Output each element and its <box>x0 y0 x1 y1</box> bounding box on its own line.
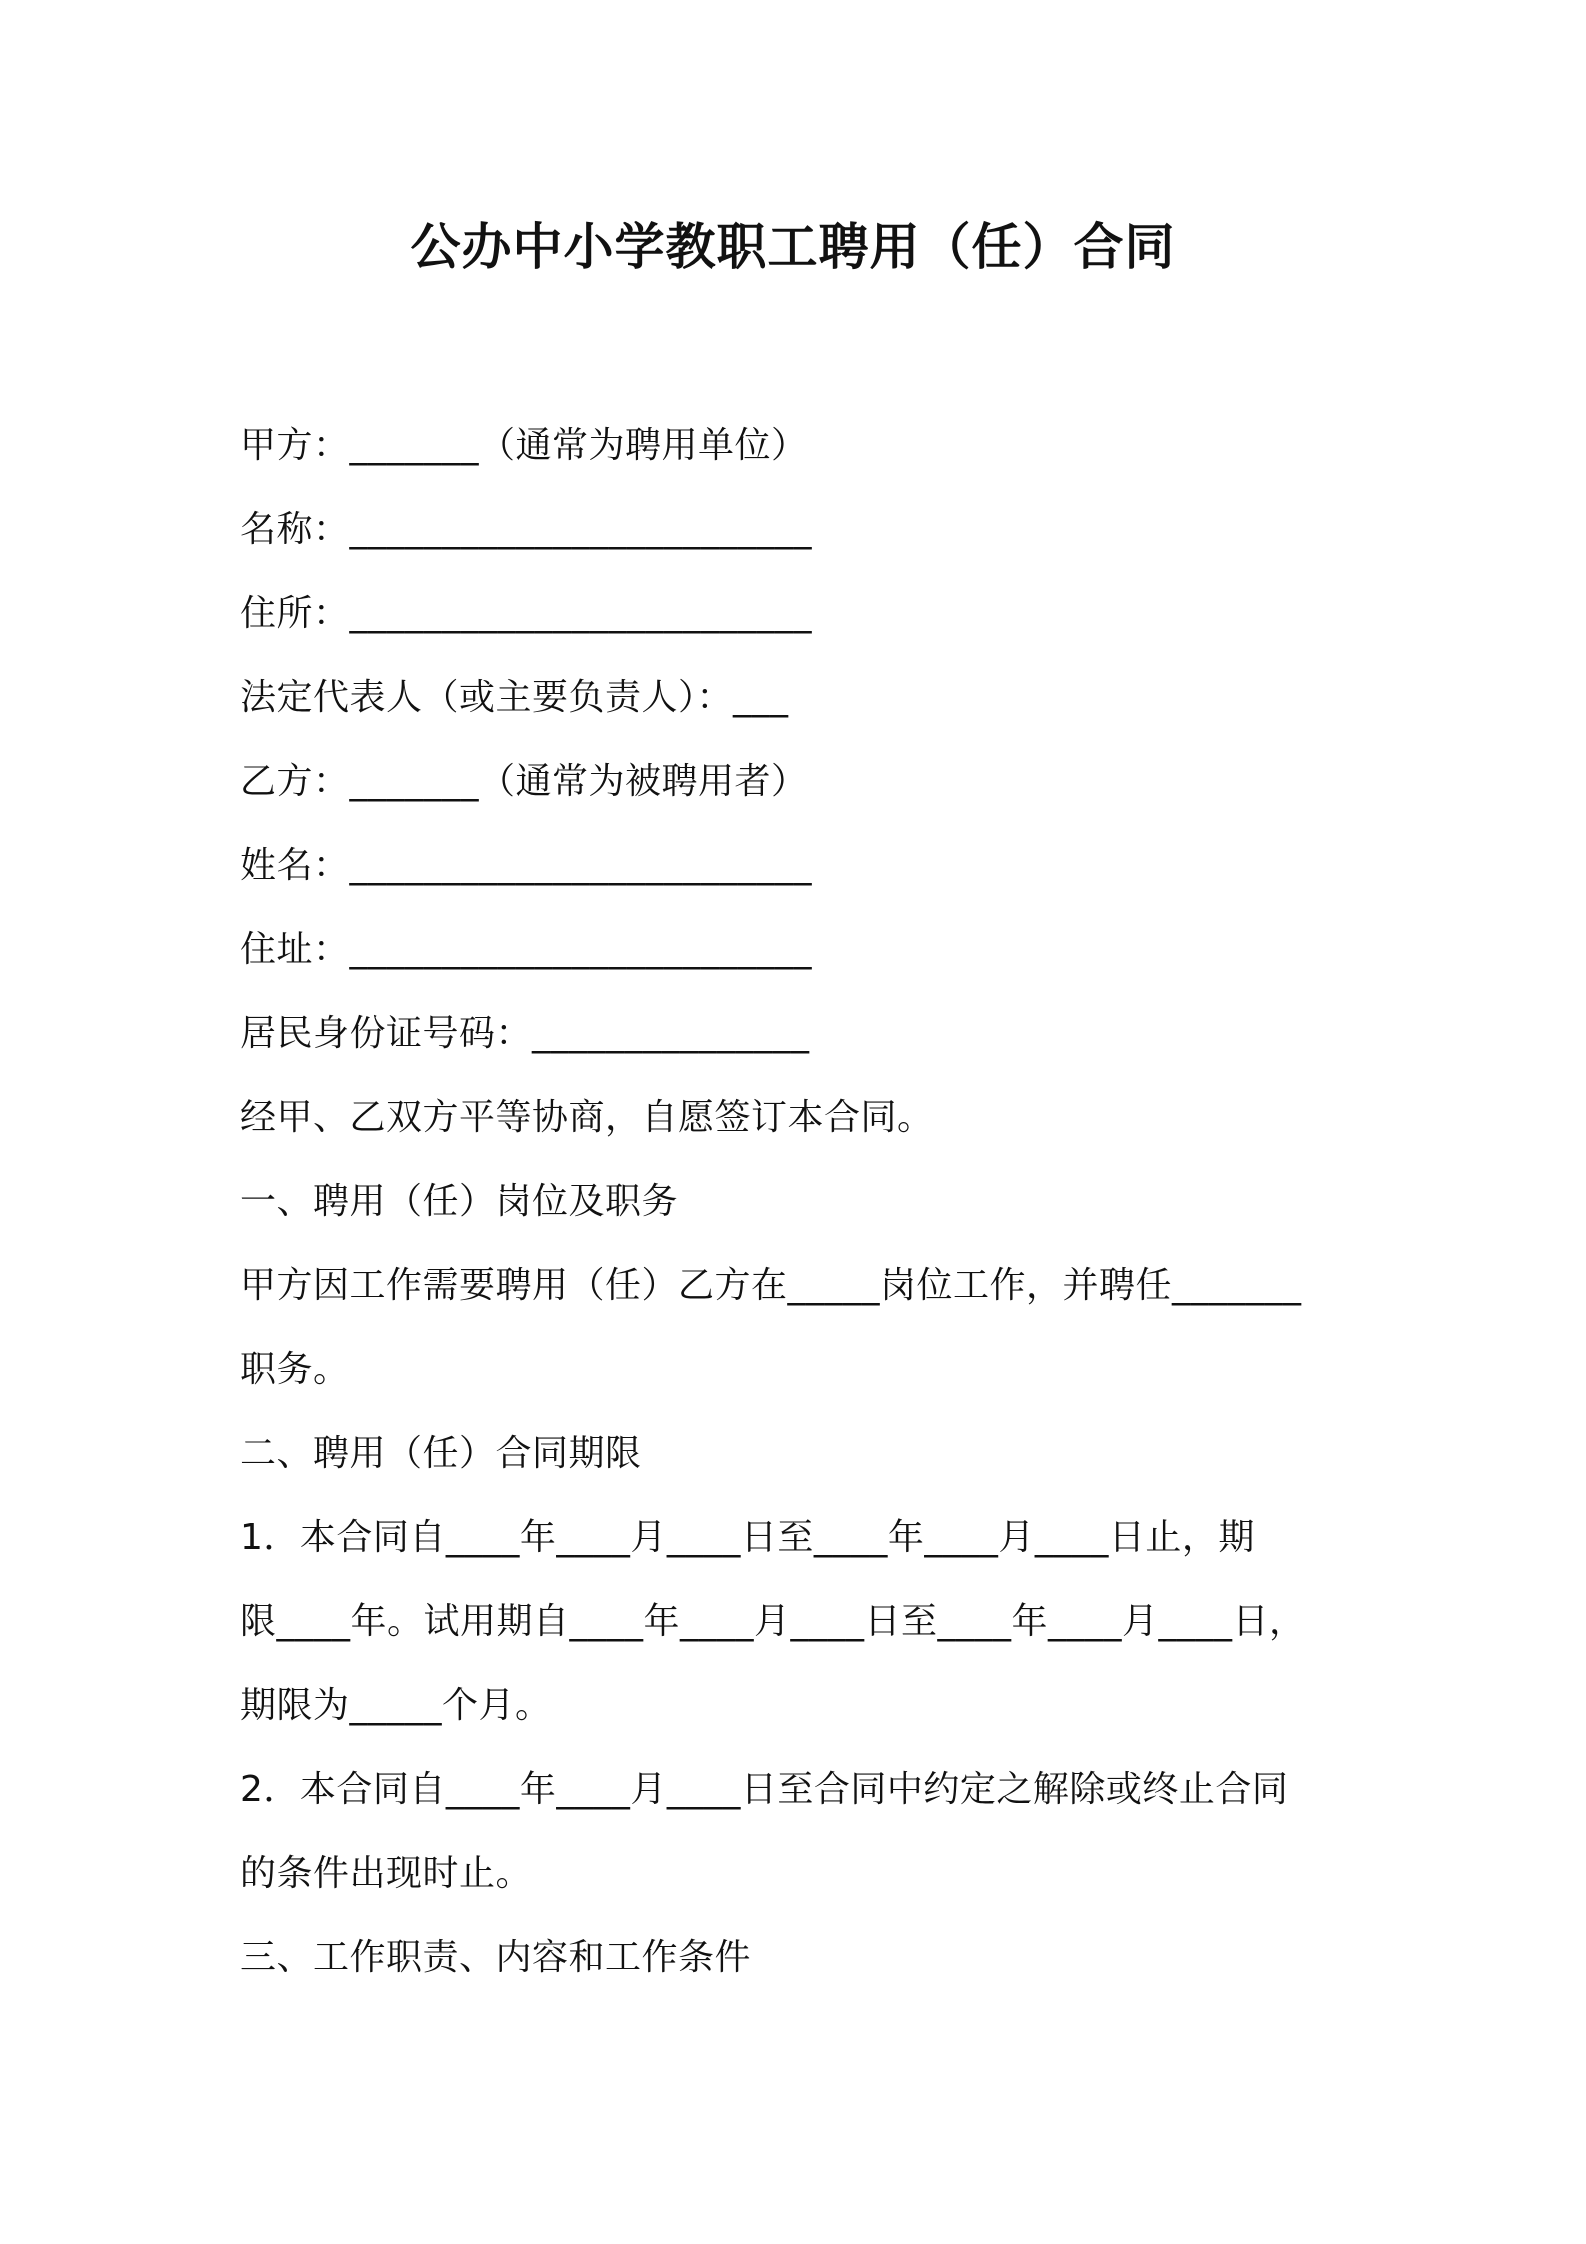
section-heading-2: 二、聘用（任）合同期限 <box>240 1433 642 1474</box>
agreement-statement: 经甲、乙双方平等协商，自愿签订本合同。 <box>240 1097 934 1138</box>
paragraph-line: 甲方因工作需要聘用（任）乙方在_____岗位工作，并聘任_______ <box>240 1265 1302 1306</box>
section-heading-3: 三、工作职责、内容和工作条件 <box>240 1937 752 1978</box>
party-a-address-line: 住所：_________________________ <box>240 593 813 634</box>
paragraph-line: 职务。 <box>240 1349 350 1390</box>
section-heading-1: 一、聘用（任）岗位及职务 <box>240 1181 679 1222</box>
paragraph-line: 的条件出现时止。 <box>240 1853 533 1894</box>
paragraph-line: 限____年。试用期自____年____月____日至____年____月____日， <box>240 1601 1306 1642</box>
party-a-line: 甲方：_______（通常为聘用单位） <box>240 425 808 466</box>
paragraph-line: 期限为_____个月。 <box>240 1685 552 1726</box>
legal-representative-line: 法定代表人（或主要负责人）：___ <box>240 677 789 718</box>
party-b-line: 乙方：_______（通常为被聘用者） <box>240 761 808 802</box>
paragraph-line: 1．本合同自____年____月____日至____年____月____日止，期 <box>240 1517 1255 1558</box>
document-body <box>240 404 1380 2000</box>
party-a-name-line: 名称：_________________________ <box>240 509 813 550</box>
paragraph-line: 2．本合同自____年____月____日至合同中约定之解除或终止合同 <box>240 1769 1289 1810</box>
party-b-address-line: 住址：_________________________ <box>240 929 813 970</box>
party-b-name-line: 姓名：_________________________ <box>240 845 813 886</box>
id-number-line: 居民身份证号码：_______________ <box>240 1013 810 1054</box>
page-title: 公办中小学教职工聘用（任）合同 <box>410 218 1176 276</box>
